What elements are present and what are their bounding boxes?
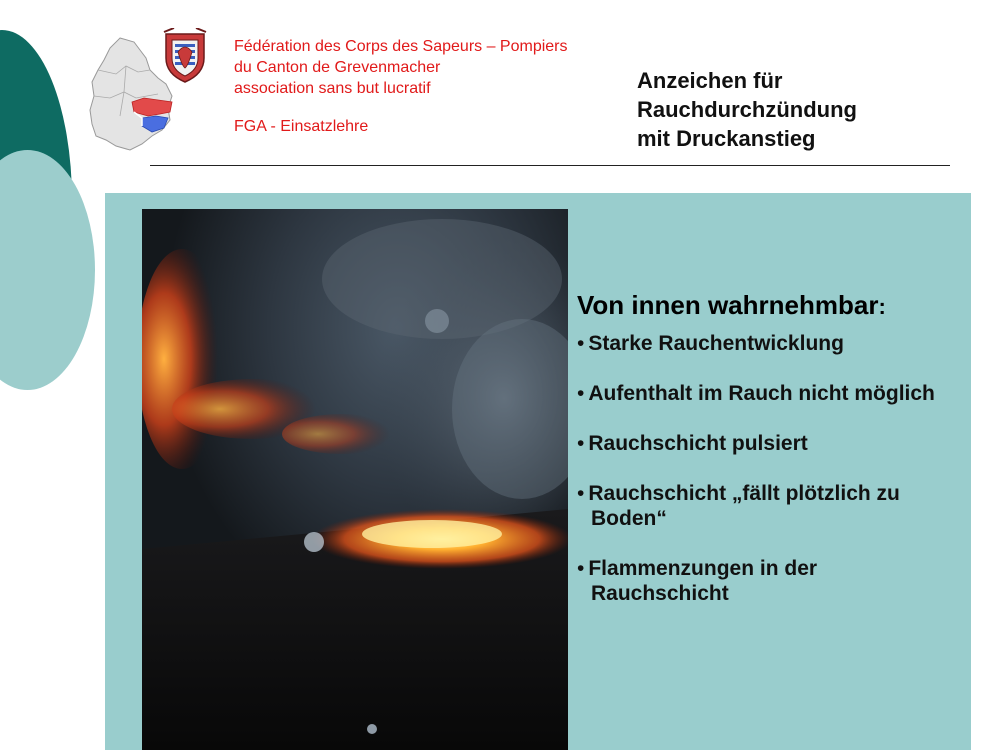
org-subtitle: FGA - Einsatzlehre	[234, 118, 369, 135]
bullet-text: Rauchschicht „fällt plötzlich zu	[588, 482, 900, 505]
content-heading-text: Von innen wahrnehmbar	[577, 290, 879, 320]
title-line-3: mit Druckanstieg	[637, 126, 816, 151]
bullet-item	[577, 431, 977, 456]
bullet-item	[577, 331, 977, 356]
bullet-dot: •	[577, 332, 585, 355]
bullet-continuation	[577, 506, 977, 531]
bullet-item	[577, 381, 977, 406]
title-line-1: Anzeichen für	[637, 68, 783, 93]
bullet-item	[577, 481, 977, 506]
slide-title	[637, 66, 857, 153]
org-line-1: Fédération des Corps des Sapeurs – Pompiers	[234, 38, 568, 55]
fire-photo	[142, 209, 568, 750]
bullet-dot: •	[577, 432, 585, 455]
decor-circle-light	[0, 150, 95, 390]
content-heading	[577, 290, 977, 321]
content-heading-colon: :	[878, 294, 886, 319]
bullet-text: Starke Rauchentwicklung	[588, 332, 844, 355]
bullet-text: Flammenzungen in der	[588, 557, 818, 580]
bullet-continuation-text: Rauchschicht	[591, 582, 729, 605]
bullet-dot: •	[577, 482, 585, 505]
bullet-dot: •	[577, 557, 585, 580]
bullet-text: Aufenthalt im Rauch nicht möglich	[588, 382, 935, 405]
org-line-3: association sans but lucratif	[234, 80, 431, 97]
org-line-2: du Canton de Grevenmacher	[234, 59, 441, 76]
title-line-2: Rauchdurchzündung	[637, 97, 857, 122]
header-divider	[150, 165, 950, 166]
bullet-item	[577, 556, 977, 581]
bullet-continuation	[577, 581, 977, 606]
bullet-dot: •	[577, 382, 585, 405]
content-block	[577, 290, 977, 631]
organization-block	[234, 36, 568, 137]
fire-brigade-crest-icon	[160, 28, 210, 84]
bullet-continuation-text: Boden“	[591, 507, 667, 530]
bullet-text: Rauchschicht pulsiert	[588, 432, 808, 455]
